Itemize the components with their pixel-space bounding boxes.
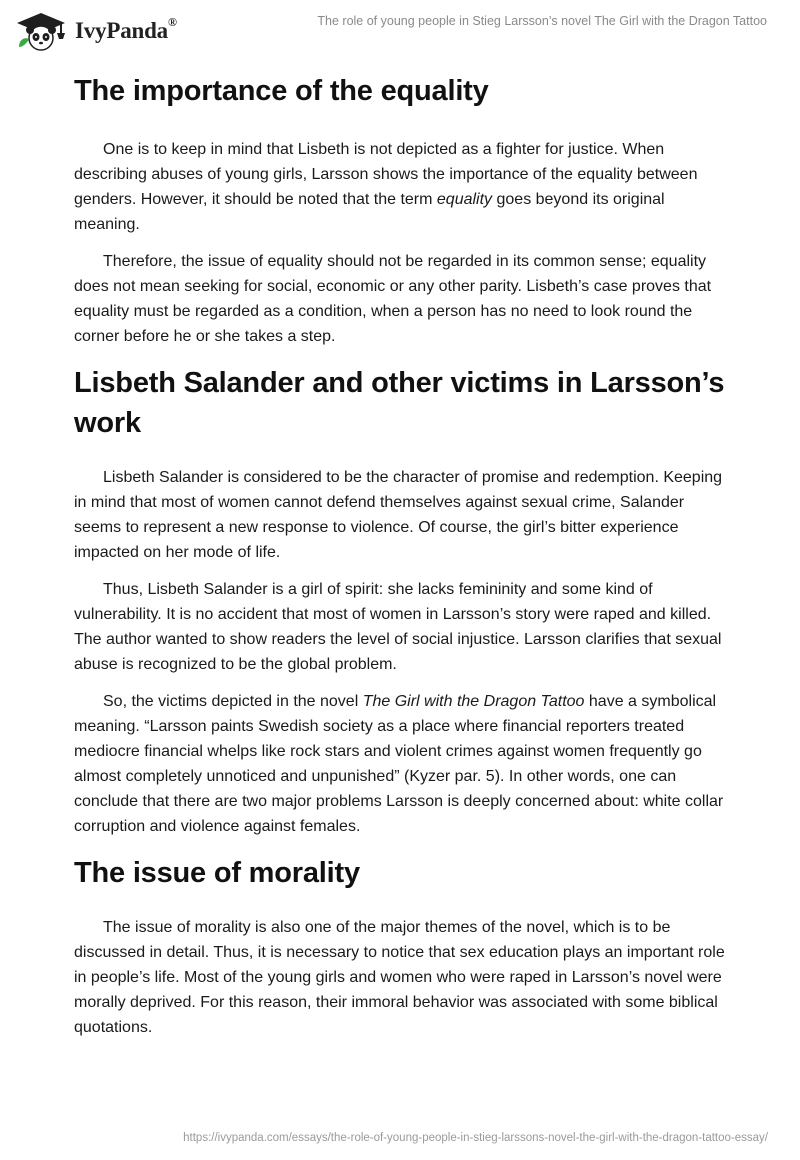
page-header <box>0 0 800 64</box>
section-heading-victims: Lisbeth Salander and other victims in Larsson’s work <box>74 367 725 439</box>
panda-graduate-icon <box>13 11 69 51</box>
ivypanda-logo[interactable] <box>13 11 177 51</box>
essay-content <box>74 68 734 1040</box>
paragraph: Therefore, the issue of equality should not be regarded in its common sense; equality does not mean seeking for social, economic or any other parity. Lisbeth’s case proves that equality must be regarded as a condition, when a person has no need to look round the corner before he or she takes a step. <box>74 253 712 345</box>
footer-source-url[interactable]: https://ivypanda.com/essays/the-role-of-young-people-in-stieg-larssons-novel-the-girl-with-the-dragon-tattoo-essay/ <box>183 1132 768 1144</box>
paragraph: Thus, Lisbeth Salander is a girl of spirit: she lacks femininity and some kind of vulnerability. It is no accident that most of women in Larsson’s story were raped and killed. The author wanted to show readers the level of social injustice. Larsson clarifies that sexual abuse is recognized to be the global problem. <box>74 581 722 673</box>
paragraph: Lisbeth Salander is considered to be the character of promise and redemption. Keeping in mind that most of women cannot defend themselves against sexual crime, Salander seems to represent a new response to violence. Of course, the girl’s bitter experience impacted on her mode of life. <box>74 469 723 561</box>
section-heading-equality: The importance of the equality <box>74 75 489 107</box>
paragraph: One is to keep in mind that Lisbeth is not depicted as a fighter for justice. When describing abuses of young girls, Larsson shows the importance of the equality between genders. However, it should be noted that the term equality goes beyond its original meaning. <box>74 141 698 233</box>
brand-name: IvyPanda® <box>75 15 177 43</box>
paragraph: The issue of morality is also one of the major themes of the novel, which is to be discussed in detail. Thus, it is necessary to notice that sex education plays an important role in people’s life. Most of the young girls and women who were raped in Larsson’s novel were morally deprived. For this reason, their immoral behavior was associated with some biblical quotations. <box>74 919 725 1036</box>
section-heading-morality: The issue of morality <box>74 857 360 889</box>
document-title: The role of young people in Stieg Larsson’s novel The Girl with the Dragon Tattoo <box>317 14 767 28</box>
paragraph: So, the victims depicted in the novel The Girl with the Dragon Tattoo have a symbolical meaning. “Larsson paints Swedish society as a place where financial reporters treated mediocre financial whelps like rock stars and violent crimes against women frequently go almost completely unnoticed and unpunished” (Kyzer par. 5). In other words, one can conclude that there are two major problems Larsson is deeply concerned about: white collar corruption and violence against females. <box>74 693 724 835</box>
